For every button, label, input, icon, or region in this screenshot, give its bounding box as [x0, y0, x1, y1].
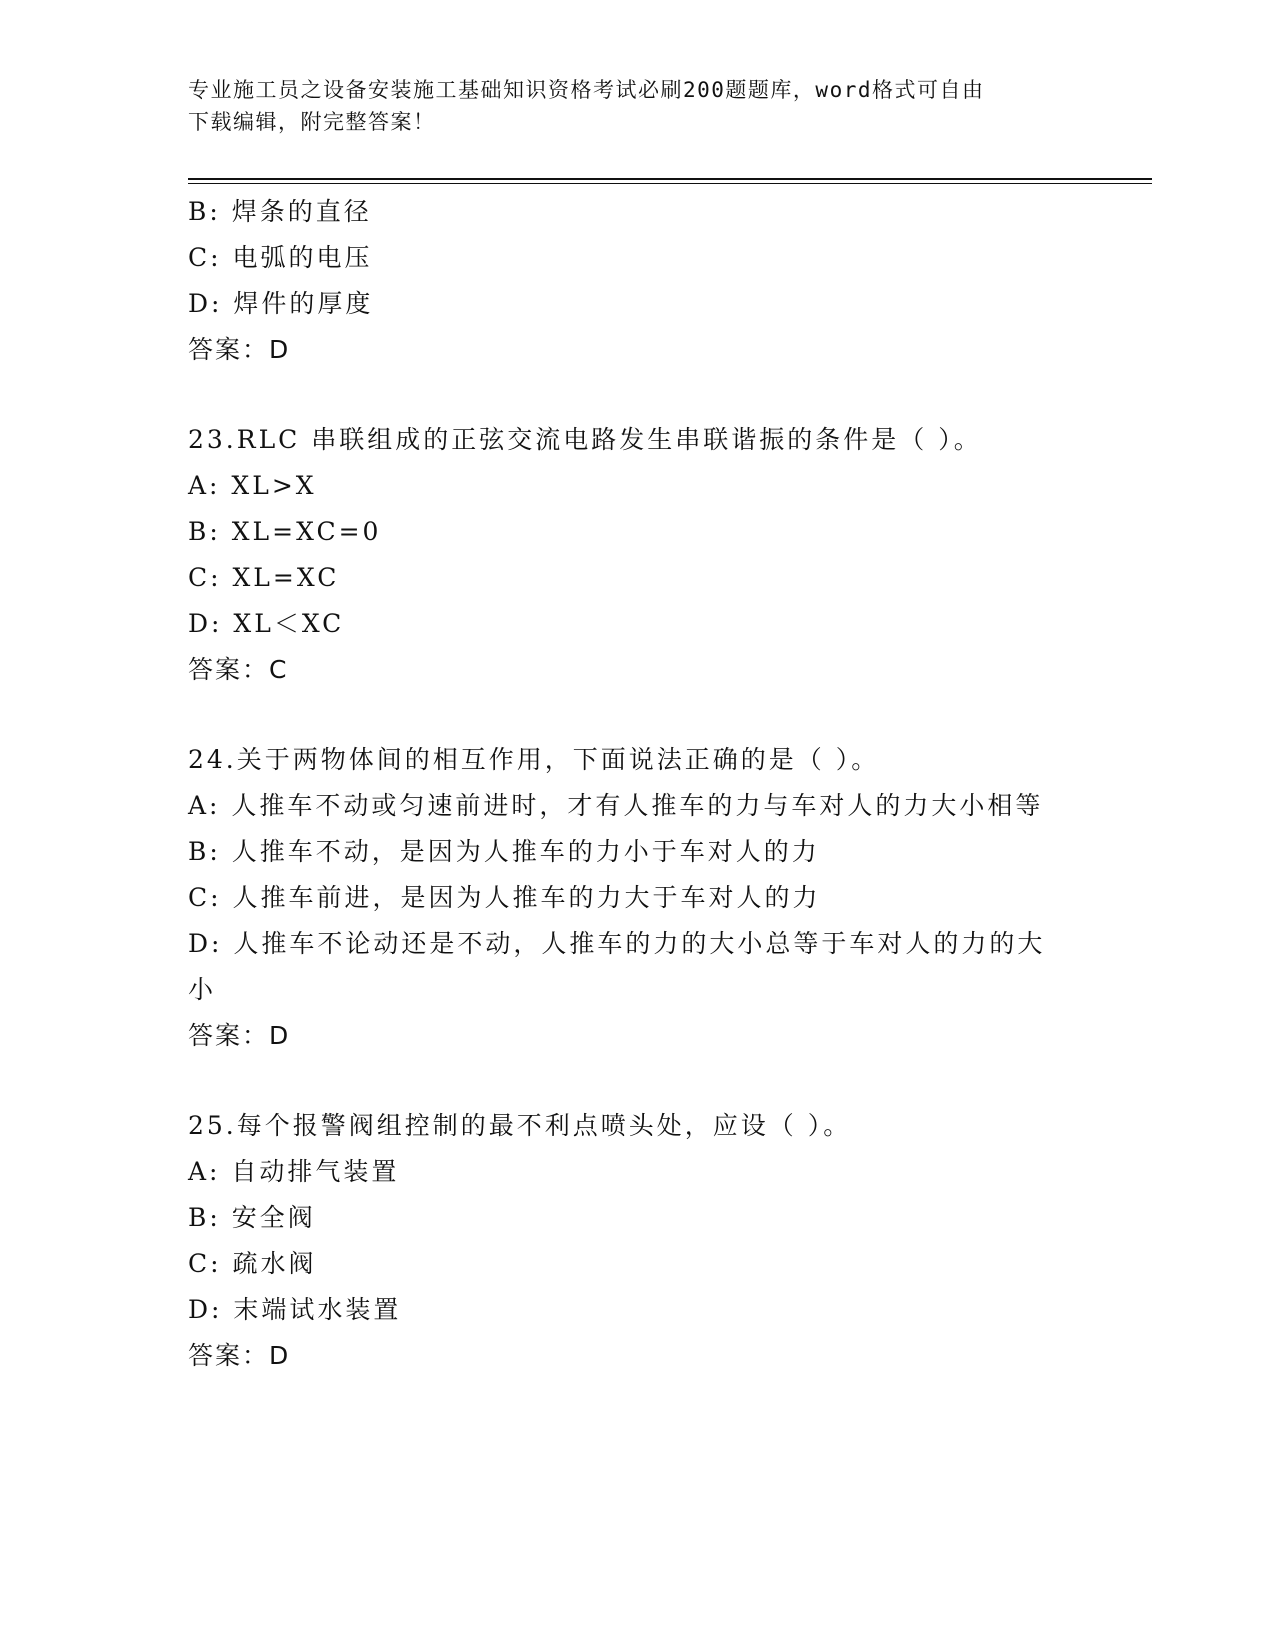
- header-line-1: 专业施工员之设备安装施工基础知识资格考试必刷200题题库，word格式可自由: [188, 78, 985, 102]
- option-d: D: XL＜XC: [188, 609, 345, 638]
- answer: 答案：C: [188, 655, 289, 684]
- answer: 答案：D: [188, 335, 291, 364]
- option-a: A: 自动排气装置: [188, 1157, 400, 1186]
- option-d: D: 末端试水装置: [188, 1295, 402, 1324]
- question-stem: 25.每个报警阀组控制的最不利点喷头处，应设（ ）。: [188, 1111, 852, 1140]
- option-b: B: XL=XC=0: [188, 517, 382, 546]
- spacer: [188, 693, 1088, 737]
- question-24: [188, 737, 1088, 1059]
- option-b: B: 安全阀: [188, 1203, 316, 1232]
- spacer: [188, 1059, 1088, 1103]
- option-c: C: 电弧的电压: [188, 243, 373, 272]
- question-stem: 24.关于两物体间的相互作用，下面说法正确的是（ ）。: [188, 745, 880, 774]
- header-divider-thick: [188, 178, 1152, 180]
- question-25: [188, 1103, 1088, 1379]
- option-c: C: XL=XC: [188, 563, 340, 592]
- header-divider-thin: [188, 183, 1152, 184]
- option-b: B: 人推车不动，是因为人推车的力小于车对人的力: [188, 837, 820, 866]
- option-c: C: 疏水阀: [188, 1249, 317, 1278]
- document-header: [188, 74, 1058, 138]
- question-list: [188, 189, 1088, 1379]
- answer: 答案：D: [188, 1021, 291, 1050]
- option-d-continued: 小: [188, 975, 217, 1004]
- question-22-fragment: [188, 189, 1088, 373]
- option-a: A: XL>X: [188, 471, 317, 500]
- header-line-2: 下载编辑，附完整答案！: [188, 110, 436, 134]
- option-c: C: 人推车前进，是因为人推车的力大于车对人的力: [188, 883, 821, 912]
- question-23: [188, 417, 1088, 693]
- option-a: A: 人推车不动或匀速前进时，才有人推车的力与车对人的力大小相等: [188, 791, 1044, 820]
- spacer: [188, 373, 1088, 417]
- option-d: D: 焊件的厚度: [188, 289, 374, 318]
- question-stem: 23.RLC 串联组成的正弦交流电路发生串联谐振的条件是（ ）。: [188, 425, 982, 454]
- answer: 答案：D: [188, 1341, 291, 1370]
- option-b: B: 焊条的直径: [188, 197, 372, 226]
- option-d: D: 人推车不论动还是不动，人推车的力的大小总等于车对人的力的大: [188, 929, 1046, 958]
